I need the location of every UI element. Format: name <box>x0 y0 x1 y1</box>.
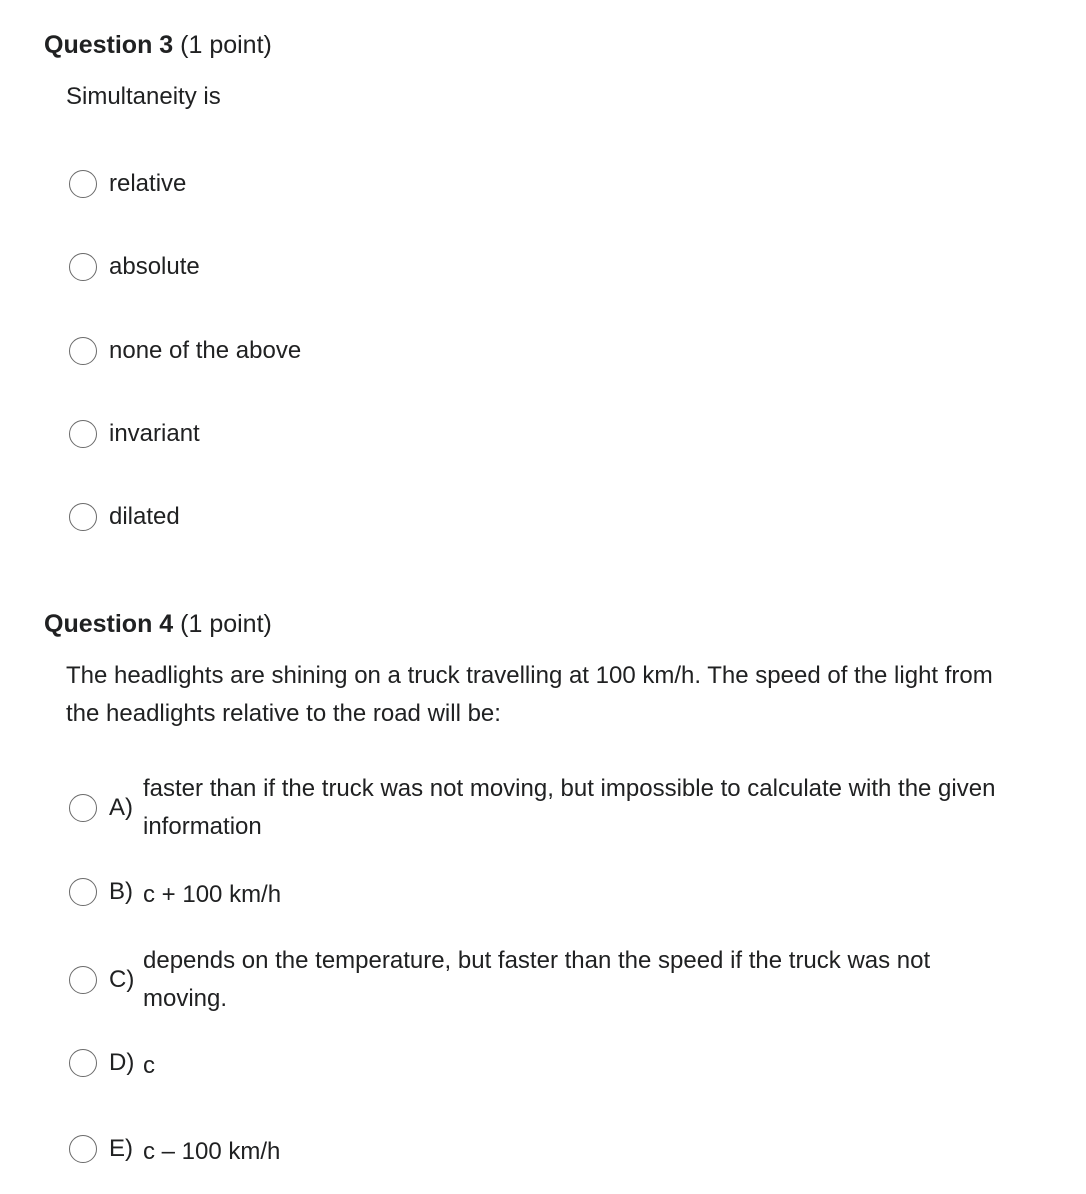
option-label: none of the above <box>109 337 302 364</box>
q4-option-b[interactable] <box>69 870 281 914</box>
radio-button[interactable] <box>69 420 97 448</box>
radio-button[interactable] <box>69 170 97 198</box>
q3-option-invariant[interactable] <box>69 415 200 453</box>
option-label: c + 100 km/h <box>143 881 282 908</box>
option-label: invariant <box>109 420 200 447</box>
q3-option-dilated[interactable] <box>69 498 180 536</box>
option-letter: D) <box>109 1049 135 1076</box>
q4-option-e[interactable] <box>69 1127 280 1171</box>
radio-button[interactable] <box>69 1135 97 1163</box>
option-label: c <box>143 1052 155 1079</box>
option-letter: E) <box>109 1135 133 1162</box>
option-letter: A) <box>109 794 133 821</box>
q4-option-d[interactable] <box>69 1041 155 1085</box>
question-4-title <box>44 609 272 639</box>
option-label: relative <box>109 170 187 197</box>
radio-button[interactable] <box>69 878 97 906</box>
option-label: depends on the temperature, but faster than the speed if the truck was not moving. <box>143 947 931 1012</box>
radio-button[interactable] <box>69 503 97 531</box>
option-label: c – 100 km/h <box>143 1138 281 1165</box>
q3-option-relative[interactable] <box>69 165 186 203</box>
radio-button[interactable] <box>69 1049 97 1077</box>
question-points: (1 point) <box>180 31 272 59</box>
question-4-text: The headlights are shining on a truck travelling at 100 km/h. The speed of the light from the headlights relative to the road will be: <box>66 662 993 727</box>
option-letter: C) <box>109 966 135 993</box>
option-label: dilated <box>109 503 180 530</box>
q4-option-c[interactable] <box>69 942 1003 1018</box>
option-label: absolute <box>109 253 200 280</box>
radio-button[interactable] <box>69 966 97 994</box>
q3-option-none-of-the-above[interactable] <box>69 332 301 370</box>
question-3-text: Simultaneity is <box>66 83 221 110</box>
question-points: (1 point) <box>180 610 272 638</box>
question-label: Question 4 <box>44 610 174 638</box>
radio-button[interactable] <box>69 337 97 365</box>
q4-option-a[interactable] <box>69 770 1003 846</box>
radio-button[interactable] <box>69 253 97 281</box>
q3-option-absolute[interactable] <box>69 248 200 286</box>
question-3-title <box>44 30 272 60</box>
question-label: Question 3 <box>44 31 174 59</box>
radio-button[interactable] <box>69 794 97 822</box>
option-label: faster than if the truck was not moving, but impossible to calculate with the given information <box>143 775 996 840</box>
option-letter: B) <box>109 878 133 905</box>
